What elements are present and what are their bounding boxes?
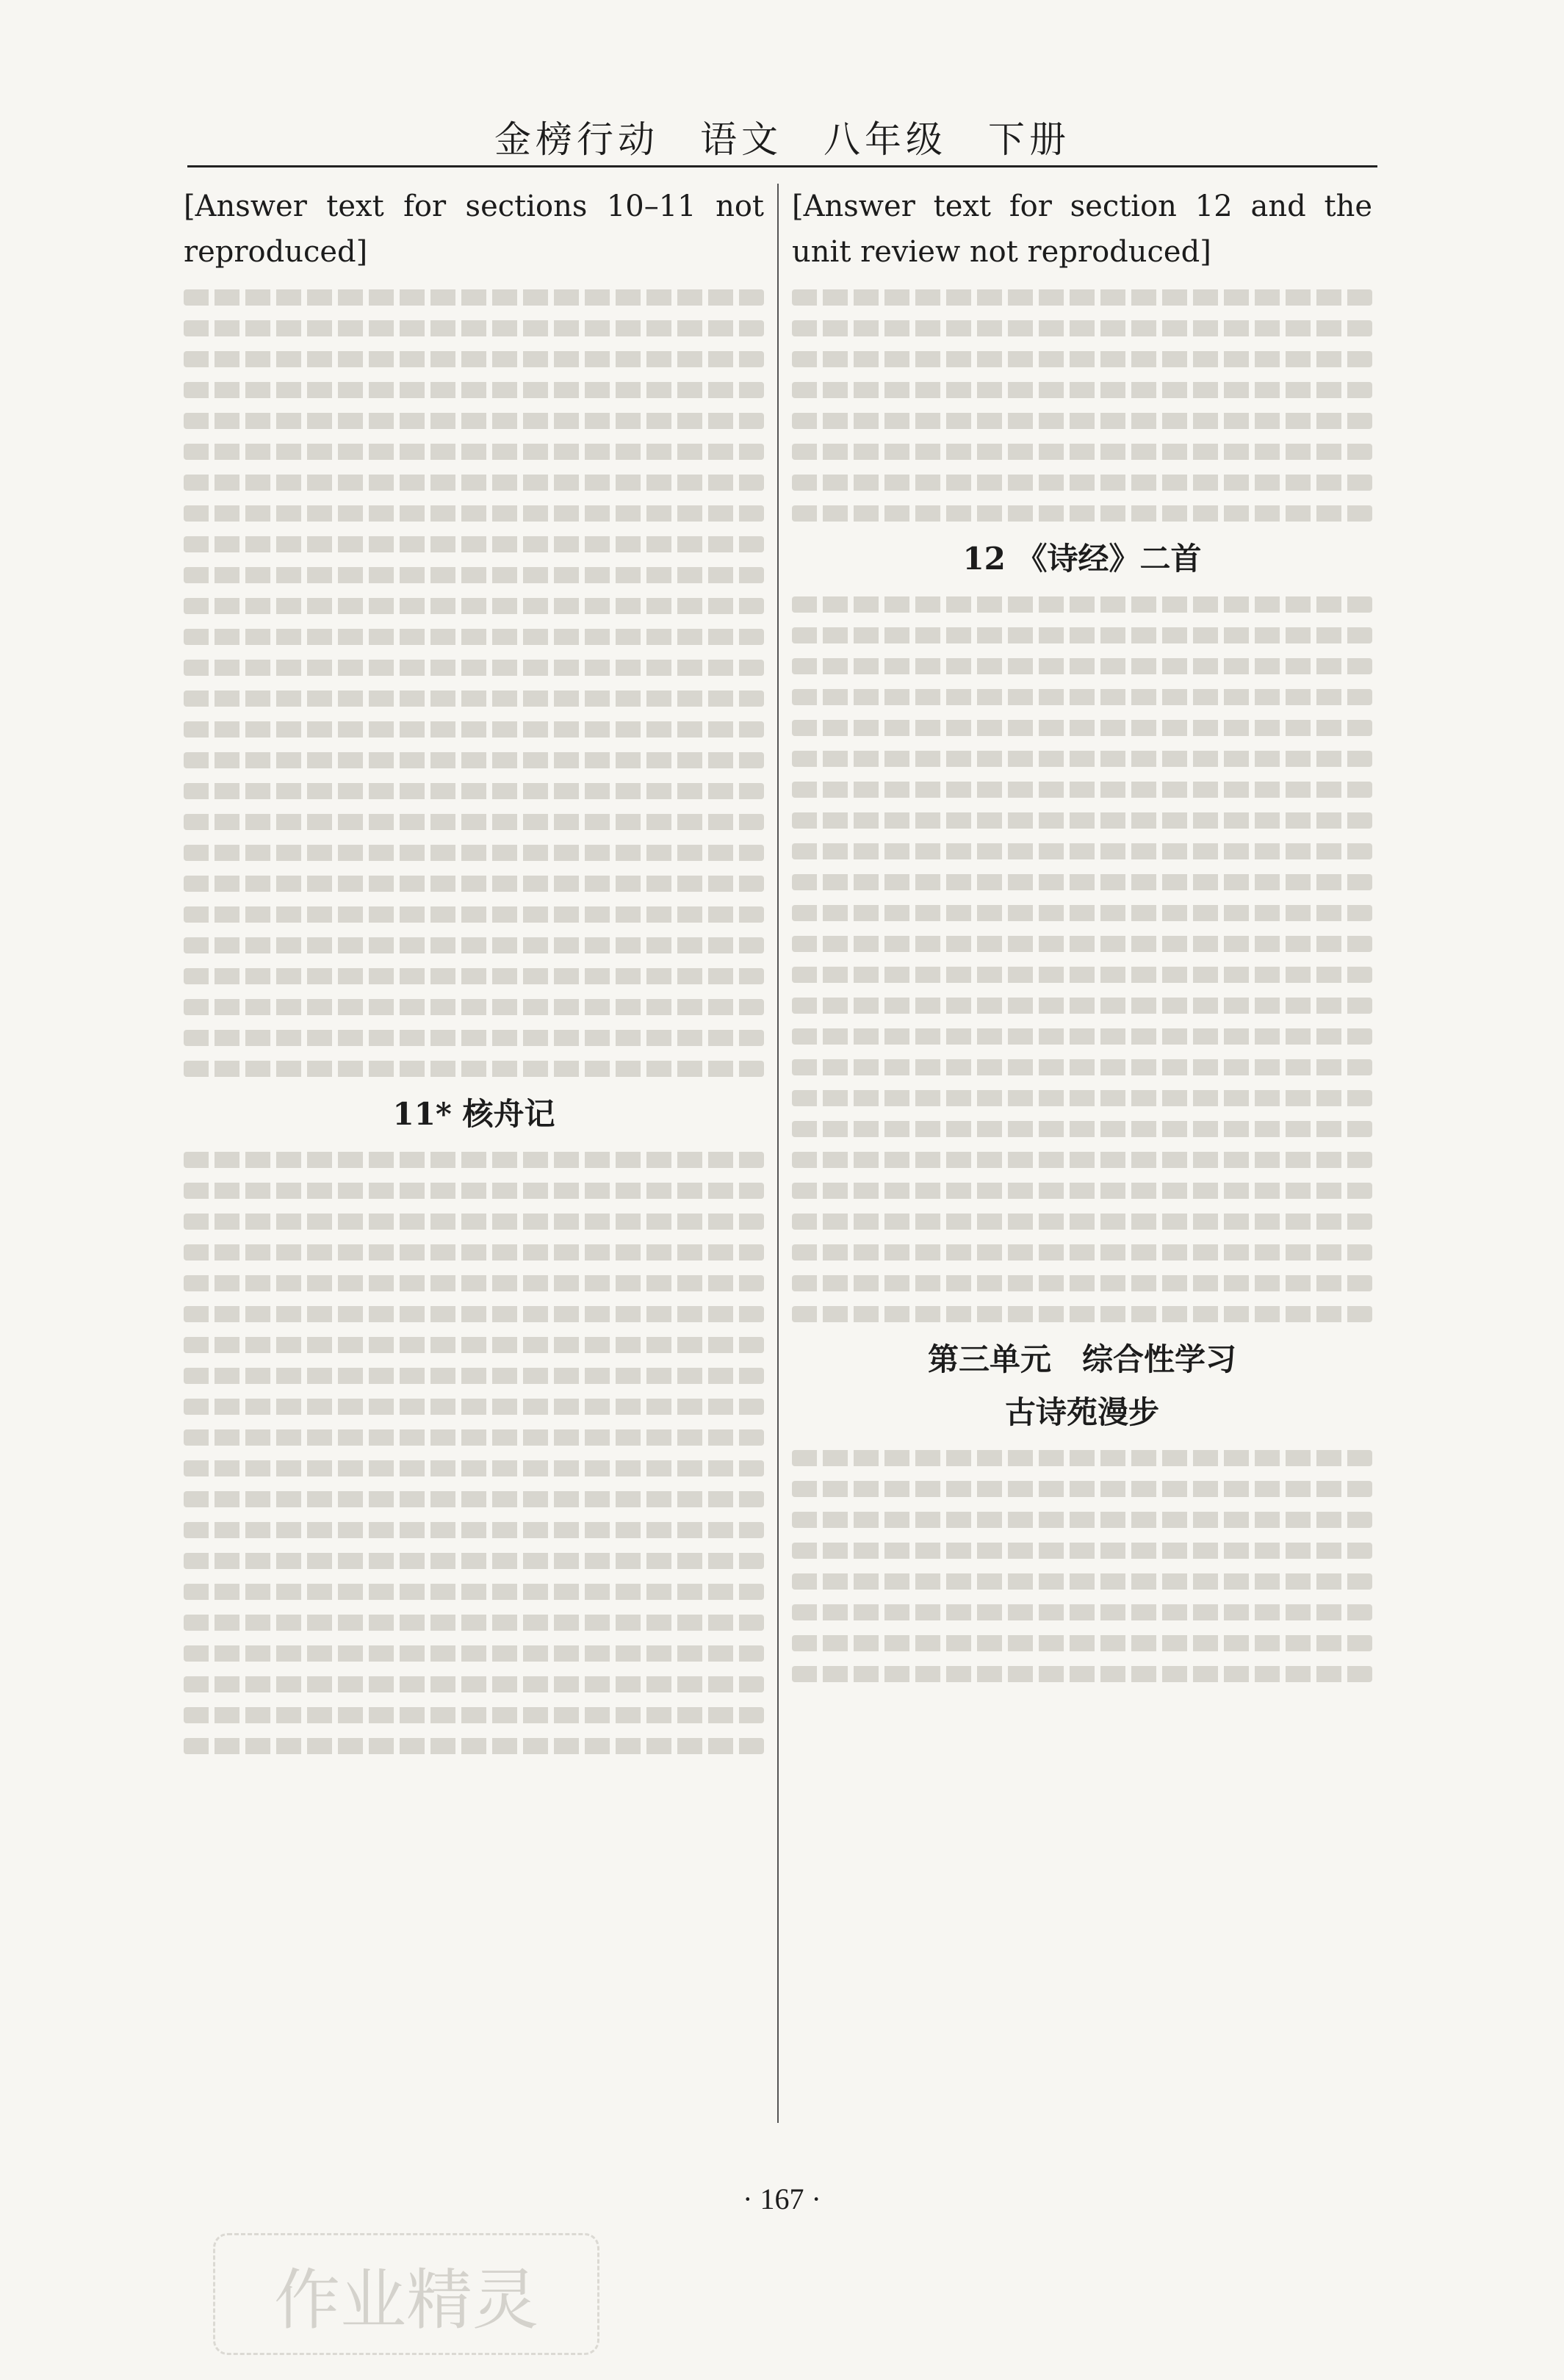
text-placeholder	[184, 382, 764, 398]
text-placeholder	[792, 1306, 1372, 1322]
header-rule	[187, 165, 1377, 167]
text-placeholder	[184, 690, 764, 707]
text-placeholder	[184, 1214, 764, 1230]
unit3-title: 第三单元 综合性学习	[927, 1341, 1236, 1377]
text-placeholder	[184, 721, 764, 738]
text-placeholder	[792, 1244, 1372, 1261]
text-placeholder	[792, 289, 1372, 306]
text-placeholder	[184, 1460, 764, 1476]
section-title-11: 11* 核舟记	[392, 1096, 555, 1132]
text-placeholder	[184, 906, 764, 923]
text-placeholder	[184, 1337, 764, 1353]
text-placeholder	[184, 1615, 764, 1631]
text-placeholder	[184, 1030, 764, 1046]
text-placeholder	[184, 1183, 764, 1199]
text-placeholder	[792, 936, 1372, 952]
text-placeholder	[184, 1645, 764, 1662]
text-placeholder	[184, 783, 764, 799]
text-placeholder	[792, 382, 1372, 398]
text-placeholder	[184, 536, 764, 552]
right-column	[792, 184, 1372, 2123]
text-placeholder	[184, 320, 764, 336]
text-placeholder	[184, 1399, 764, 1415]
section-title-12: 12 《诗经》二首	[962, 541, 1202, 577]
text-placeholder	[792, 596, 1372, 613]
text-placeholder	[184, 660, 764, 676]
text-placeholder	[792, 998, 1372, 1014]
text-placeholder	[792, 1028, 1372, 1045]
text-placeholder	[184, 1707, 764, 1723]
text-placeholder	[792, 505, 1372, 522]
text-placeholder	[184, 1584, 764, 1600]
text-placeholder	[184, 598, 764, 614]
text-placeholder	[184, 629, 764, 645]
page-header: 金榜行动 语文 八年级 下册	[494, 118, 1070, 161]
text-placeholder	[792, 1152, 1372, 1168]
text-placeholder	[184, 1491, 764, 1507]
text-placeholder	[184, 937, 764, 953]
text-placeholder	[792, 413, 1372, 429]
text-placeholder	[792, 720, 1372, 736]
text-placeholder	[184, 289, 764, 306]
text-placeholder	[792, 843, 1372, 859]
text-placeholder	[184, 1244, 764, 1261]
text-placeholder	[184, 752, 764, 768]
text-placeholder	[792, 1214, 1372, 1230]
text-placeholder	[184, 505, 764, 522]
text-placeholder	[184, 999, 764, 1015]
text-placeholder	[792, 1121, 1372, 1137]
text-placeholder	[792, 1543, 1372, 1559]
text-placeholder	[792, 320, 1372, 336]
text-placeholder	[792, 1275, 1372, 1291]
text-placeholder	[184, 1429, 764, 1446]
text-placeholder	[792, 1090, 1372, 1106]
text-placeholder	[184, 351, 764, 367]
text-placeholder	[184, 876, 764, 892]
text-placeholder	[792, 1635, 1372, 1651]
text-placeholder	[184, 1553, 764, 1569]
text-placeholder	[792, 782, 1372, 798]
text-placeholder	[184, 444, 764, 460]
left-notice: [Answer text for sections 10–11 not reproduced]	[184, 190, 764, 269]
text-placeholder	[184, 1306, 764, 1322]
text-placeholder	[184, 475, 764, 491]
text-placeholder	[792, 967, 1372, 983]
text-placeholder	[184, 1676, 764, 1692]
text-placeholder	[792, 812, 1372, 829]
text-placeholder	[792, 658, 1372, 674]
text-placeholder	[792, 874, 1372, 890]
text-placeholder	[792, 1604, 1372, 1620]
text-placeholder	[184, 567, 764, 583]
text-placeholder	[792, 1481, 1372, 1497]
text-placeholder	[184, 1275, 764, 1291]
text-placeholder	[792, 1666, 1372, 1682]
left-column	[184, 184, 764, 2123]
text-placeholder	[792, 1059, 1372, 1075]
text-placeholder	[792, 905, 1372, 921]
text-placeholder	[184, 1738, 764, 1754]
text-placeholder	[184, 1522, 764, 1538]
text-placeholder	[184, 814, 764, 830]
text-placeholder	[792, 1573, 1372, 1590]
page-number: · 167 ·	[743, 2182, 821, 2215]
text-placeholder	[792, 751, 1372, 767]
text-placeholder	[792, 689, 1372, 705]
text-placeholder	[184, 845, 764, 861]
text-placeholder	[184, 1061, 764, 1077]
text-placeholder	[792, 475, 1372, 491]
text-placeholder	[184, 413, 764, 429]
text-placeholder	[184, 1152, 764, 1168]
text-placeholder	[184, 968, 764, 984]
unit3-subtitle: 古诗苑漫步	[1004, 1394, 1159, 1430]
text-placeholder	[792, 1512, 1372, 1528]
text-placeholder	[792, 1450, 1372, 1466]
column-divider	[777, 184, 779, 2123]
text-placeholder	[792, 444, 1372, 460]
text-placeholder	[792, 627, 1372, 643]
text-placeholder	[184, 1368, 764, 1384]
watermark-logo: 作业精灵	[213, 2233, 599, 2355]
text-placeholder	[792, 351, 1372, 367]
right-notice: [Answer text for section 12 and the unit review not reproduced]	[792, 190, 1372, 269]
text-placeholder	[792, 1183, 1372, 1199]
